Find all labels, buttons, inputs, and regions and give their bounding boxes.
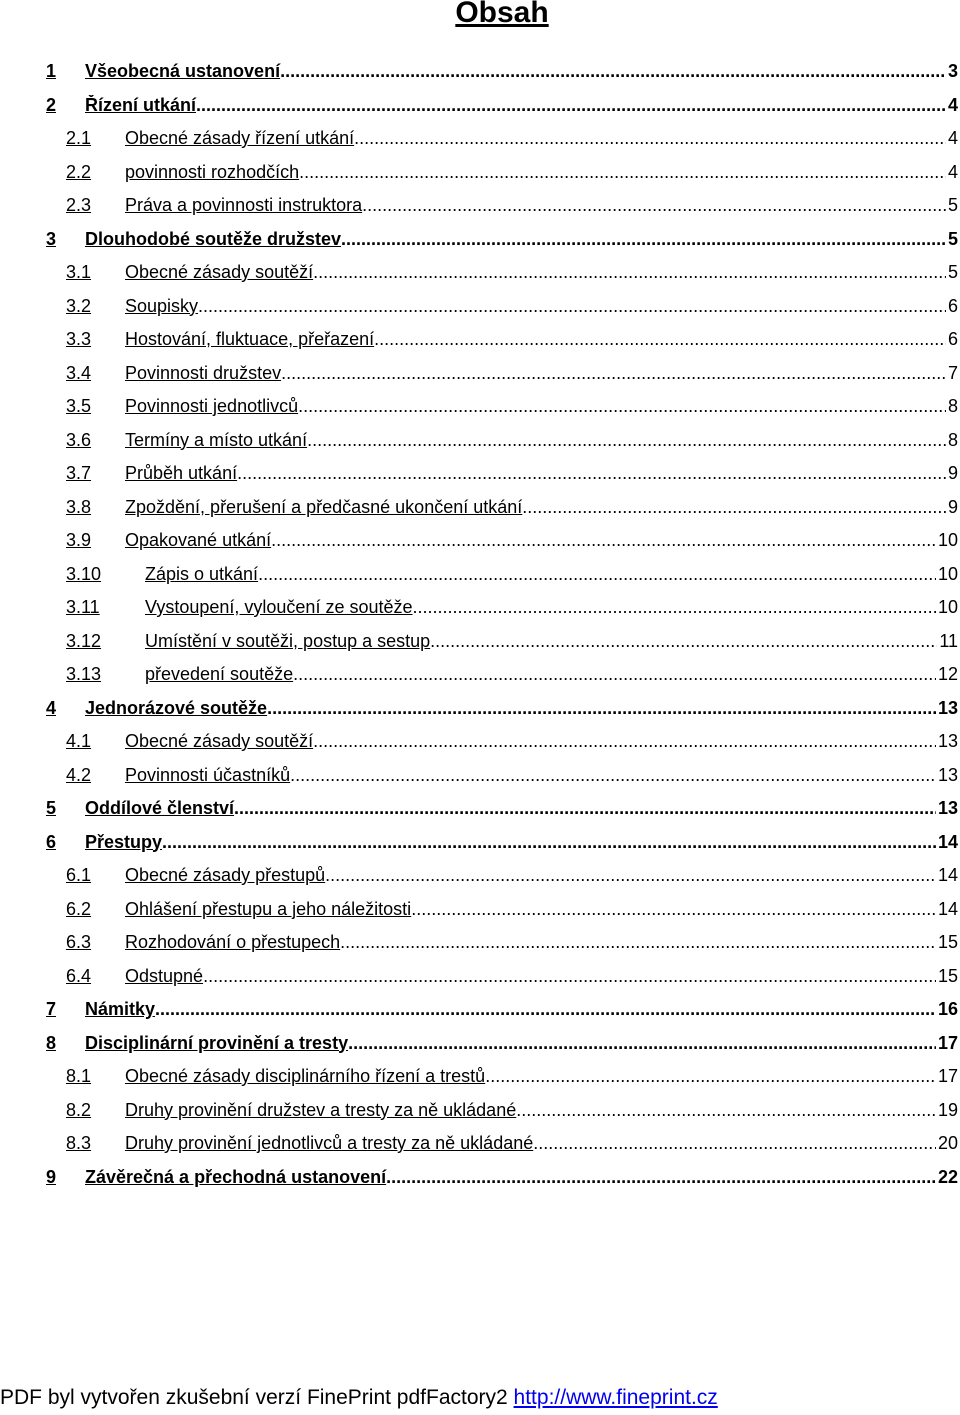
toc-entry-page: 22: [937, 1166, 958, 1187]
toc-entry-number[interactable]: 3.4: [66, 362, 92, 383]
toc-entry-line: [145, 631, 958, 652]
toc-entry-page: 14: [937, 831, 958, 852]
footer: [0, 1386, 960, 1410]
toc-entry-title[interactable]: Druhy provinění družstev a tresty za ně ukládané: [125, 1099, 517, 1120]
footer-page-number: 2: [496, 1386, 508, 1409]
toc-entry[interactable]: [0, 759, 960, 793]
toc-leader-dots: [155, 999, 936, 1020]
toc-entry[interactable]: [0, 926, 960, 960]
toc-entry[interactable]: [0, 826, 960, 860]
toc-entry-number[interactable]: 3.8: [66, 496, 92, 517]
toc-entry-title[interactable]: Obecné zásady soutěží: [125, 731, 314, 751]
toc-entry-number[interactable]: 6: [46, 831, 57, 852]
toc-entry-line: [125, 932, 958, 953]
toc-leader-dots: [313, 731, 936, 752]
toc-entry-page: 10: [937, 563, 958, 584]
toc-entry[interactable]: [0, 122, 960, 156]
toc-entry-title[interactable]: Práva a povinnosti instruktora: [125, 195, 363, 215]
toc-entry-number[interactable]: 8.2: [66, 1099, 92, 1120]
toc-entry-number[interactable]: 5: [46, 798, 57, 818]
toc-entry-page: 9: [947, 463, 958, 483]
toc-entry-title[interactable]: Soupisky: [125, 295, 199, 316]
toc-leader-dots: [290, 765, 936, 786]
toc-entry-number[interactable]: 2.3: [66, 195, 92, 215]
toc-entry-title[interactable]: Ohlášení přestupu a jeho náležitosti: [125, 898, 412, 919]
toc-entry-line: [125, 430, 958, 451]
toc-entry-number[interactable]: 3.3: [66, 329, 92, 349]
toc-entry-number[interactable]: 3.11: [66, 597, 100, 617]
toc-entry-page: 5: [947, 195, 958, 215]
toc-leader-dots: [374, 329, 946, 350]
toc-entry-page: 19: [937, 1099, 958, 1120]
toc-entry[interactable]: [0, 256, 960, 290]
toc-entry[interactable]: [0, 993, 960, 1027]
toc-entry-title[interactable]: Závěrečná a přechodná ustanovení: [85, 1166, 387, 1187]
toc-entry-number[interactable]: 6.1: [66, 865, 92, 885]
toc-entry-line: [125, 128, 958, 149]
toc-entry[interactable]: [0, 457, 960, 491]
toc-leader-dots: [340, 932, 936, 953]
toc-leader-dots: [413, 597, 936, 618]
toc-entry-number[interactable]: 8: [46, 1032, 57, 1053]
toc-leader-dots: [485, 1066, 936, 1087]
toc-entry-title[interactable]: Jednorázové soutěže: [85, 697, 268, 718]
toc-entry[interactable]: [0, 591, 960, 625]
toc-entry-line: [85, 798, 958, 819]
toc-entry-page: 16: [937, 999, 958, 1019]
toc-entry-title[interactable]: Obecné zásady přestupů: [125, 865, 326, 885]
toc-entry-page: 13: [937, 764, 958, 785]
toc-entry-page: 12: [937, 664, 958, 684]
toc-entry-line: [145, 564, 958, 585]
toc-entry-line: [145, 597, 958, 618]
toc-entry-page: 20: [937, 1133, 958, 1153]
toc-entry-number[interactable]: 6.3: [66, 932, 92, 952]
page-title: Obsah: [455, 0, 549, 29]
toc-entry[interactable]: [0, 1127, 960, 1161]
table-of-contents: [0, 55, 960, 1194]
toc-leader-dots: [313, 262, 946, 283]
toc-leader-dots: [522, 497, 946, 518]
toc-entry-line: [125, 296, 958, 317]
toc-entry[interactable]: [0, 558, 960, 592]
toc-entry-title[interactable]: Vystoupení, vyloučení ze soutěže: [145, 597, 413, 617]
toc-entry-title[interactable]: Druhy provinění jednotlivců a tresty za ně ukládané: [125, 1133, 534, 1153]
toc-leader-dots: [237, 463, 946, 484]
footer-text: PDF byl vytvořen zkušební verzí FinePrint pdfFactory: [0, 1386, 497, 1409]
toc-entry-title[interactable]: Odstupné: [125, 965, 204, 986]
toc-entry-line: [85, 1033, 958, 1054]
toc-entry-page: 8: [947, 429, 958, 450]
toc-leader-dots: [325, 865, 936, 886]
toc-entry-page: 10: [937, 530, 958, 550]
toc-entry[interactable]: [0, 390, 960, 424]
toc-leader-dots: [354, 128, 946, 149]
toc-entry-number[interactable]: 3: [46, 228, 57, 249]
toc-entry-title[interactable]: Přestupy: [85, 831, 163, 852]
toc-entry-number[interactable]: 3.2: [66, 295, 92, 316]
toc-entry-title[interactable]: Rozhodování o přestupech: [125, 932, 341, 952]
toc-entry-number[interactable]: 8.1: [66, 1066, 92, 1086]
toc-leader-dots: [516, 1100, 936, 1121]
toc-entry-number[interactable]: 6.4: [66, 965, 92, 986]
toc-entry-title[interactable]: Disciplinární provinění a tresty: [85, 1032, 349, 1053]
toc-entry-page: 4: [947, 128, 958, 148]
toc-entry-line: [125, 1100, 958, 1121]
toc-entry[interactable]: [0, 725, 960, 759]
toc-leader-dots: [386, 1167, 936, 1188]
toc-leader-dots: [267, 698, 936, 719]
toc-entry-line: [125, 162, 958, 183]
toc-leader-dots: [198, 296, 946, 317]
toc-entry-line: [85, 95, 958, 116]
toc-entry-line: [125, 966, 958, 987]
toc-entry-page: 13: [937, 798, 958, 818]
toc-entry[interactable]: [0, 1161, 960, 1195]
toc-entry-title[interactable]: Zpoždění, přerušení a předčasné ukončení utkání: [125, 496, 523, 517]
toc-entry-page: 5: [947, 262, 958, 282]
toc-entry-number[interactable]: 3.5: [66, 396, 92, 416]
toc-leader-dots: [234, 798, 936, 819]
toc-entry-title[interactable]: Povinnosti jednotlivců: [125, 396, 299, 416]
toc-leader-dots: [281, 363, 946, 384]
toc-entry-line: [125, 195, 958, 216]
toc-entry-number[interactable]: 3.10: [66, 563, 102, 584]
toc-entry-page: 7: [947, 362, 958, 383]
toc-entry-title[interactable]: Hostování, fluktuace, přeřazení: [125, 329, 375, 349]
toc-entry-line: [125, 497, 958, 518]
toc-entry[interactable]: [0, 859, 960, 893]
toc-leader-dots: [162, 832, 936, 853]
toc-entry-line: [125, 463, 958, 484]
toc-entry-line: [85, 229, 958, 250]
toc-entry-line: [125, 329, 958, 350]
toc-entry-title[interactable]: Řízení utkání: [85, 94, 197, 115]
toc-entry-page: 13: [937, 697, 958, 718]
toc-entry-number[interactable]: 2: [46, 94, 57, 115]
toc-entry[interactable]: [0, 692, 960, 726]
toc-entry-number[interactable]: 2.1: [66, 128, 92, 148]
toc-entry-number[interactable]: 3.1: [66, 262, 92, 282]
footer-link[interactable]: http://www.fineprint.cz: [513, 1386, 718, 1409]
toc-entry-line: [125, 1066, 958, 1087]
toc-entry-title[interactable]: Zápis o utkání: [145, 563, 259, 584]
toc-leader-dots: [362, 195, 946, 216]
toc-entry[interactable]: [0, 1094, 960, 1128]
toc-entry[interactable]: [0, 189, 960, 223]
toc-entry-title[interactable]: Obecné zásady disciplinárního řízení a trestů: [125, 1066, 486, 1086]
toc-entry-page: 14: [937, 865, 958, 885]
toc-entry-title[interactable]: Obecné zásady soutěží: [125, 262, 314, 282]
toc-entry-number[interactable]: 6.2: [66, 898, 92, 919]
toc-entry[interactable]: [0, 290, 960, 324]
toc-leader-dots: [271, 530, 936, 551]
toc-entry-line: [85, 999, 958, 1020]
toc-entry-page: 17: [937, 1032, 958, 1053]
toc-entry-number[interactable]: 4.2: [66, 764, 92, 785]
toc-entry-page: 5: [947, 228, 958, 249]
toc-entry-title[interactable]: Termíny a místo utkání: [125, 429, 308, 450]
toc-entry-number[interactable]: 3.12: [66, 630, 102, 651]
toc-entry-title[interactable]: Povinnosti účastníků: [125, 764, 291, 785]
toc-entry-title[interactable]: Průběh utkání: [125, 463, 238, 483]
toc-entry-line: [145, 664, 958, 685]
toc-entry-page: 15: [937, 965, 958, 986]
toc-entry-title[interactable]: převedení soutěže: [145, 664, 294, 684]
toc-entry-title[interactable]: Povinnosti družstev: [125, 362, 282, 383]
toc-entry-line: [125, 765, 958, 786]
toc-entry-page: 8: [947, 396, 958, 416]
toc-entry-line: [125, 262, 958, 283]
toc-entry-number[interactable]: 2.2: [66, 161, 92, 182]
toc-entry[interactable]: [0, 89, 960, 123]
toc-entry[interactable]: [0, 323, 960, 357]
toc-entry-number[interactable]: 8.3: [66, 1133, 92, 1153]
toc-entry-page: 10: [937, 597, 958, 617]
toc-entry-number[interactable]: 3.7: [66, 463, 92, 483]
toc-entry-title[interactable]: Obecné zásady řízení utkání: [125, 128, 355, 148]
toc-entry-title[interactable]: povinnosti rozhodčích: [125, 161, 300, 182]
toc-entry-line: [125, 363, 958, 384]
toc-entry-number[interactable]: 7: [46, 999, 57, 1019]
toc-entry-line: [125, 899, 958, 920]
toc-leader-dots: [411, 899, 936, 920]
toc-entry-title[interactable]: Opakované utkání: [125, 530, 272, 550]
toc-entry[interactable]: [0, 55, 960, 89]
toc-entry-page: 9: [947, 496, 958, 517]
toc-leader-dots: [348, 1033, 936, 1054]
toc-leader-dots: [341, 229, 946, 250]
toc-entry[interactable]: [0, 357, 960, 391]
toc-entry-title[interactable]: Všeobecná ustanovení: [85, 61, 281, 81]
toc-entry-title[interactable]: Dlouhodobé soutěže družstev: [85, 228, 342, 249]
toc-leader-dots: [258, 564, 936, 585]
toc-entry-line: [85, 1167, 958, 1188]
toc-leader-dots: [280, 61, 946, 82]
toc-entry-line: [85, 832, 958, 853]
toc-entry-number[interactable]: 3.9: [66, 530, 92, 550]
toc-leader-dots: [533, 1133, 936, 1154]
toc-entry[interactable]: [0, 424, 960, 458]
toc-leader-dots: [298, 396, 946, 417]
toc-entry[interactable]: [0, 223, 960, 257]
toc-entry-title[interactable]: Umístění v soutěži, postup a sestup: [145, 630, 431, 651]
toc-entry-page: 6: [947, 295, 958, 316]
toc-entry[interactable]: [0, 1060, 960, 1094]
toc-entry[interactable]: [0, 491, 960, 525]
toc-entry[interactable]: [0, 625, 960, 659]
toc-entry-page: 13: [937, 731, 958, 751]
toc-entry-page: 4: [947, 161, 958, 182]
toc-entry-page: 3: [947, 61, 958, 81]
toc-entry-page: 4: [947, 94, 958, 115]
toc-entry[interactable]: [0, 960, 960, 994]
toc-entry[interactable]: [0, 893, 960, 927]
toc-leader-dots: [307, 430, 946, 451]
toc-entry-page: 15: [937, 932, 958, 952]
toc-entry-number[interactable]: 1: [46, 61, 57, 81]
toc-entry-page: 14: [937, 898, 958, 919]
toc-entry-line: [125, 530, 958, 551]
toc-entry[interactable]: [0, 524, 960, 558]
toc-entry-line: [125, 865, 958, 886]
toc-leader-dots: [196, 95, 946, 116]
toc-entry-title[interactable]: Oddílové členství: [85, 798, 235, 818]
toc-entry-number[interactable]: 4.1: [66, 731, 92, 751]
toc-entry-title[interactable]: Námitky: [85, 999, 156, 1019]
toc-entry-line: [85, 61, 958, 82]
toc-entry[interactable]: [0, 658, 960, 692]
toc-entry-number[interactable]: 9: [46, 1166, 57, 1187]
toc-entry-number[interactable]: 3.13: [66, 664, 102, 684]
toc-leader-dots: [293, 664, 936, 685]
toc-entry-number[interactable]: 4: [46, 697, 57, 718]
toc-entry-line: [125, 1133, 958, 1154]
toc-entry-line: [85, 698, 958, 719]
toc-leader-dots: [430, 631, 937, 652]
toc-leader-dots: [203, 966, 936, 987]
toc-entry-page: 6: [947, 329, 958, 349]
toc-entry-line: [125, 731, 958, 752]
toc-entry-page: 17: [937, 1066, 958, 1086]
toc-entry[interactable]: [0, 156, 960, 190]
toc-entry-page: 11: [939, 630, 958, 651]
toc-leader-dots: [299, 162, 946, 183]
toc-entry[interactable]: [0, 792, 960, 826]
toc-entry-line: [125, 396, 958, 417]
toc-entry[interactable]: [0, 1027, 960, 1061]
toc-entry-number[interactable]: 3.6: [66, 429, 92, 450]
